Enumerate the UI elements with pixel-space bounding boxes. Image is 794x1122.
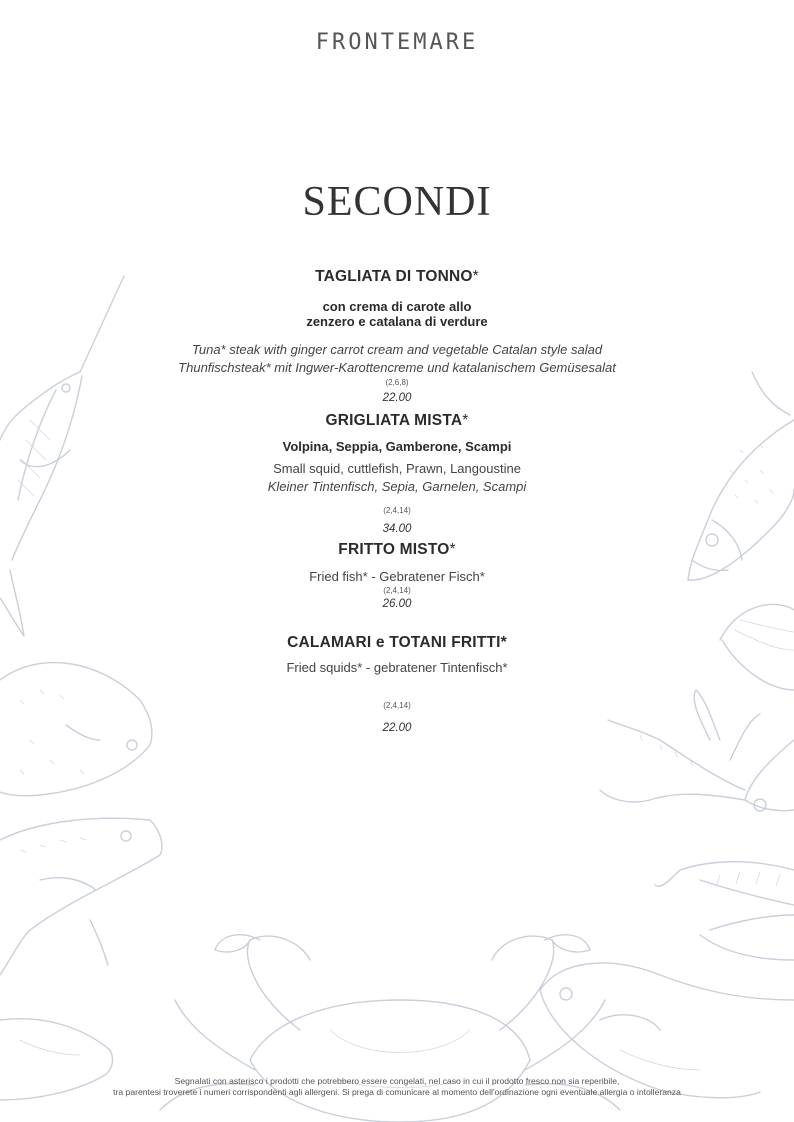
brand-logo: FRONTEMARE [315, 30, 479, 55]
price: 22.00 [382, 722, 412, 734]
section-title: SECONDI [302, 179, 492, 225]
asterisk: * [462, 412, 469, 429]
shrimp-illustration [655, 862, 794, 960]
dish-subtitle: zenzero e catalana di verdure [306, 314, 488, 329]
menu-item-calamari [0, 634, 794, 734]
price: 22.00 [382, 392, 412, 404]
disclaimer-line: tra parentesi troverete i numeri corrispondenti agli allergeni. Si prega di comunicare al momento dell'ordinazione ogni eventuale allergia o intolleranza [113, 1087, 681, 1097]
asterisk: * [472, 268, 479, 285]
dish-name-text: FRITTO MISTO [338, 541, 450, 558]
tuna-illustration [0, 818, 162, 975]
dish-description-en: Small squid, cuttlefish, Prawn, Langoustine [273, 461, 521, 476]
allergens: (2,4,14) [383, 506, 411, 515]
dish-description-en: Tuna* steak with ginger carrot cream and vegetable Catalan style salad [191, 342, 603, 357]
menu-item-fritto-misto [0, 541, 794, 610]
dish-description: Fried fish* - Gebratener Fisch* [309, 569, 485, 584]
allergens: (2,6,8) [385, 378, 409, 387]
allergens: (2,4,14) [383, 701, 411, 710]
dish-name-text: GRIGLIATA MISTA [325, 412, 463, 429]
allergen-disclaimer [0, 1076, 794, 1098]
asterisk: * [449, 541, 456, 558]
price: 34.00 [382, 523, 412, 535]
dish-name [0, 541, 794, 559]
menu-item-grigliata [0, 412, 794, 535]
allergens: (2,4,14) [383, 586, 411, 595]
dish-name-text: TAGLIATA DI TONNO [315, 268, 473, 285]
dish-description-de: Thunfischsteak* mit Ingwer-Karottencreme und katalanischem Gemüsesalat [178, 360, 616, 375]
dish-description-de: Kleiner Tintenfisch, Sepia, Garnelen, Scampi [267, 479, 527, 494]
dish-subtitle: con crema di carote allo [322, 299, 472, 314]
dish-name [0, 412, 794, 430]
dish-description: Fried squids* - gebratener Tintenfisch* [286, 660, 508, 675]
dish-name: CALAMARI e TOTANI FRITTI* [287, 634, 507, 651]
menu-item-tagliata [0, 268, 794, 404]
dish-subtitle: Volpina, Seppia, Gamberone, Scampi [282, 439, 512, 454]
menu-list [0, 268, 794, 734]
price: 26.00 [382, 598, 412, 610]
dish-name [0, 268, 794, 286]
disclaimer-line: Segnalati con asterisco i prodotti che potrebbero essere congelati, nel caso in cui il prodotto fresco non sia reperibile, [174, 1076, 620, 1086]
